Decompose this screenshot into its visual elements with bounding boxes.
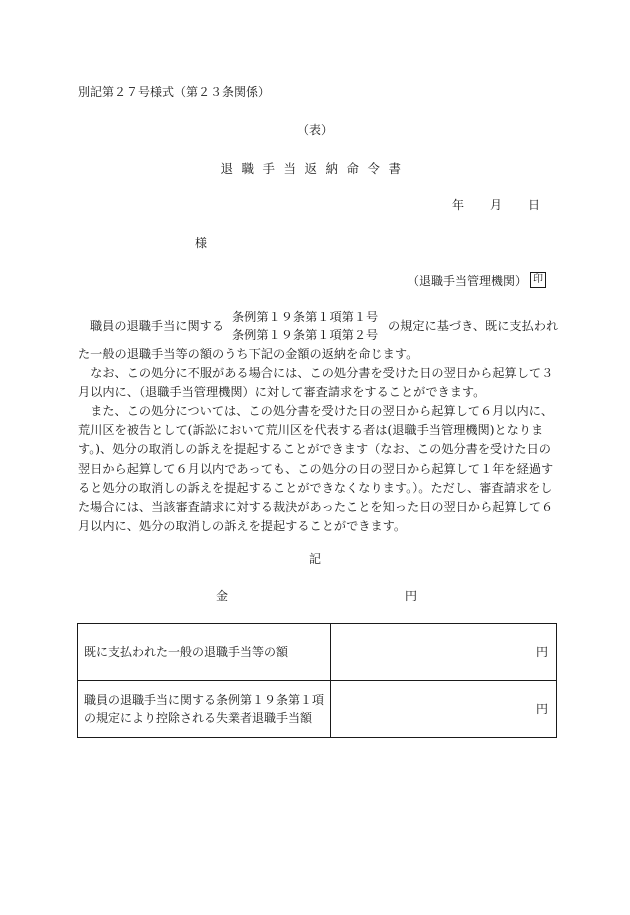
row-2-unit: 円 (331, 681, 557, 738)
row-2-label: 職員の退職手当に関する条例第１９条第１項の規定により控除される失業者退職手当額 (78, 681, 331, 738)
row-1-unit: 円 (331, 624, 557, 681)
date-line (452, 199, 540, 211)
form-number: 別記第２７号様式（第２３条関係） (78, 85, 271, 99)
date-month: 月 (490, 198, 503, 212)
paragraph-1-lead: 職員の退職手当に関する (90, 319, 225, 333)
paragraph-1-continuation: た一般の退職手当等の額のうち下記の金額の返納を命じます。 (78, 347, 419, 361)
ki-heading: 記 (308, 552, 321, 566)
amount-label: 金 (216, 589, 229, 603)
paragraph-3: また、この処分については、この処分書を受けた日の翌日から起算して６月以内に、荒川区を被告として(訴訟において荒川区を代表する者は(退職手当管理機関)となります。)、処分の取消しの訴えを提起することができます（なお、この処分書を受けた日の翌日から起算して６月以内であっても、この処分の日の翌日から起算して１年を経過すると処分の取消しの訴えを提起することができなくなります。）。ただし、審査請求をした場合には、当該審査請求に対する裁決があったことを知った日の翌日から起算して６月以内に、処分の取消しの訴えを提起することができます。 (78, 404, 554, 533)
clause-options (232, 308, 378, 344)
clause-option-2: 条例第１９条第１項第２号 (232, 328, 379, 342)
table-row (78, 681, 557, 738)
seal-mark: 印 (530, 272, 546, 288)
body-paragraphs (78, 345, 558, 536)
paragraph-2: なお、この処分に不服がある場合には、この処分書を受けた日の翌日から起算して３月以内に、（退職手当管理機関）に対して審査請求をすることができます。 (78, 366, 554, 400)
clause-option-1: 条例第１９条第１項第１号 (232, 310, 379, 324)
date-day: 日 (528, 198, 541, 212)
addressee-suffix: 様 (195, 236, 208, 250)
amount-yen: 円 (405, 589, 418, 603)
issuer-name: （退職手当管理機関） (407, 274, 528, 288)
amounts-table (77, 623, 557, 738)
document-title: 退職手当返納命令書 (220, 161, 410, 176)
paragraph-1-trail: の規定に基づき、既に支払われ (388, 319, 559, 333)
row-1-label: 既に支払われた一般の退職手当等の額 (78, 624, 331, 681)
table-row (78, 624, 557, 681)
side-label: （表） (296, 123, 333, 137)
date-year: 年 (452, 198, 465, 212)
